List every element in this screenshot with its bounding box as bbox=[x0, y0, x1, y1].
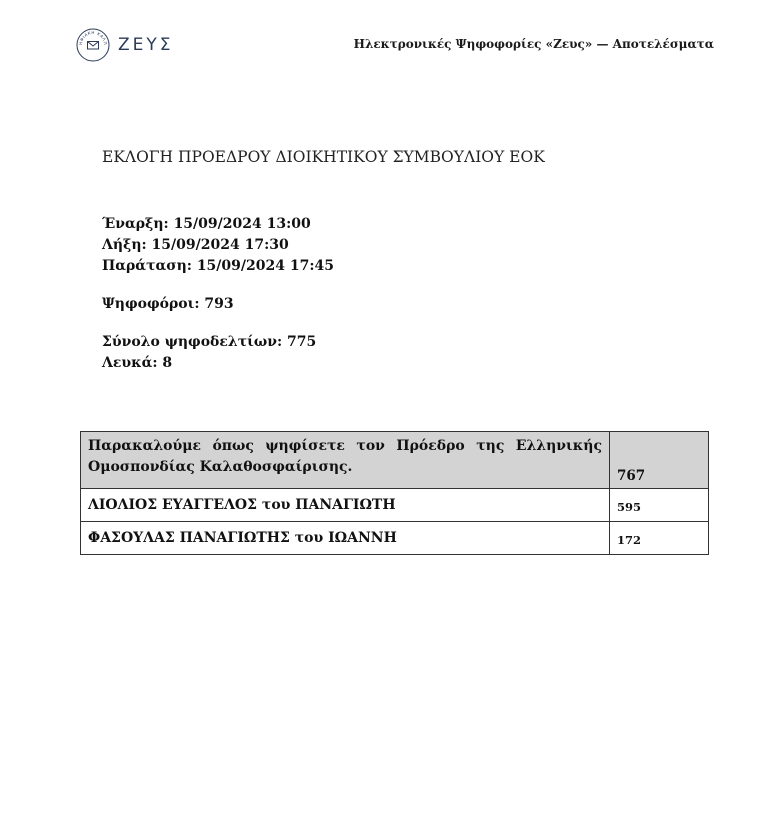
results-table bbox=[80, 431, 709, 555]
extension-time: Παράταση: 15/09/2024 17:45 bbox=[102, 258, 334, 274]
candidate-name: ΛΙΟΛΙΟΣ ΕΥΑΓΓΕΛΟΣ του ΠΑΝΑΓΙΩΤΗ bbox=[81, 489, 610, 522]
question-text: Παρακαλούμε όπως ψηφίσετε τον Πρόεδρο της Ελληνικής Ομοσπονδίας Καλαθοσφαίρισης. bbox=[81, 432, 610, 489]
logo-text: ΖΕΥΣ bbox=[118, 35, 174, 55]
ballots-total: Σύνολο ψηφοδελτίων: 775 bbox=[102, 334, 317, 350]
logo-ring-text: ΗΦΙΑΚΗ ΚΑΛΠ bbox=[77, 29, 109, 46]
voters-count bbox=[102, 294, 234, 315]
ballot-stats bbox=[102, 332, 316, 374]
question-row bbox=[81, 432, 709, 489]
candidate-row bbox=[81, 522, 709, 555]
candidate-votes: 172 bbox=[610, 522, 709, 555]
blank-ballots: Λευκά: 8 bbox=[102, 355, 173, 371]
svg-text:ΨΗΦΙΑΚΗ ΚΑΛΠΗ bbox=[76, 28, 108, 45]
page-header bbox=[0, 0, 780, 80]
ballot-box-logo-icon bbox=[76, 28, 110, 62]
candidate-votes: 595 bbox=[610, 489, 709, 522]
start-time: Έναρξη: 15/09/2024 13:00 bbox=[102, 216, 311, 232]
candidate-name: ΦΑΣΟΥΛΑΣ ΠΑΝΑΓΙΩΤΗΣ του ΙΩΑΝΝΗ bbox=[81, 522, 610, 555]
candidate-row bbox=[81, 489, 709, 522]
end-time: Λήξη: 15/09/2024 17:30 bbox=[102, 237, 289, 253]
zeus-logo bbox=[76, 28, 174, 62]
voters-label: Ψηφοφόροι: 793 bbox=[102, 296, 234, 312]
question-total: 767 bbox=[610, 432, 709, 489]
election-title: ΕΚΛΟΓΗ ΠΡΟΕΔΡΟΥ ΔΙΟΙΚΗΤΙΚΟΥ ΣΥΜΒΟΥΛΙΟΥ ΕΟΚ bbox=[102, 148, 545, 166]
page-header-title: Ηλεκτρονικές Ψηφοφορίες «Ζευς» — Αποτελέσματα bbox=[353, 37, 714, 51]
election-times bbox=[102, 214, 334, 277]
